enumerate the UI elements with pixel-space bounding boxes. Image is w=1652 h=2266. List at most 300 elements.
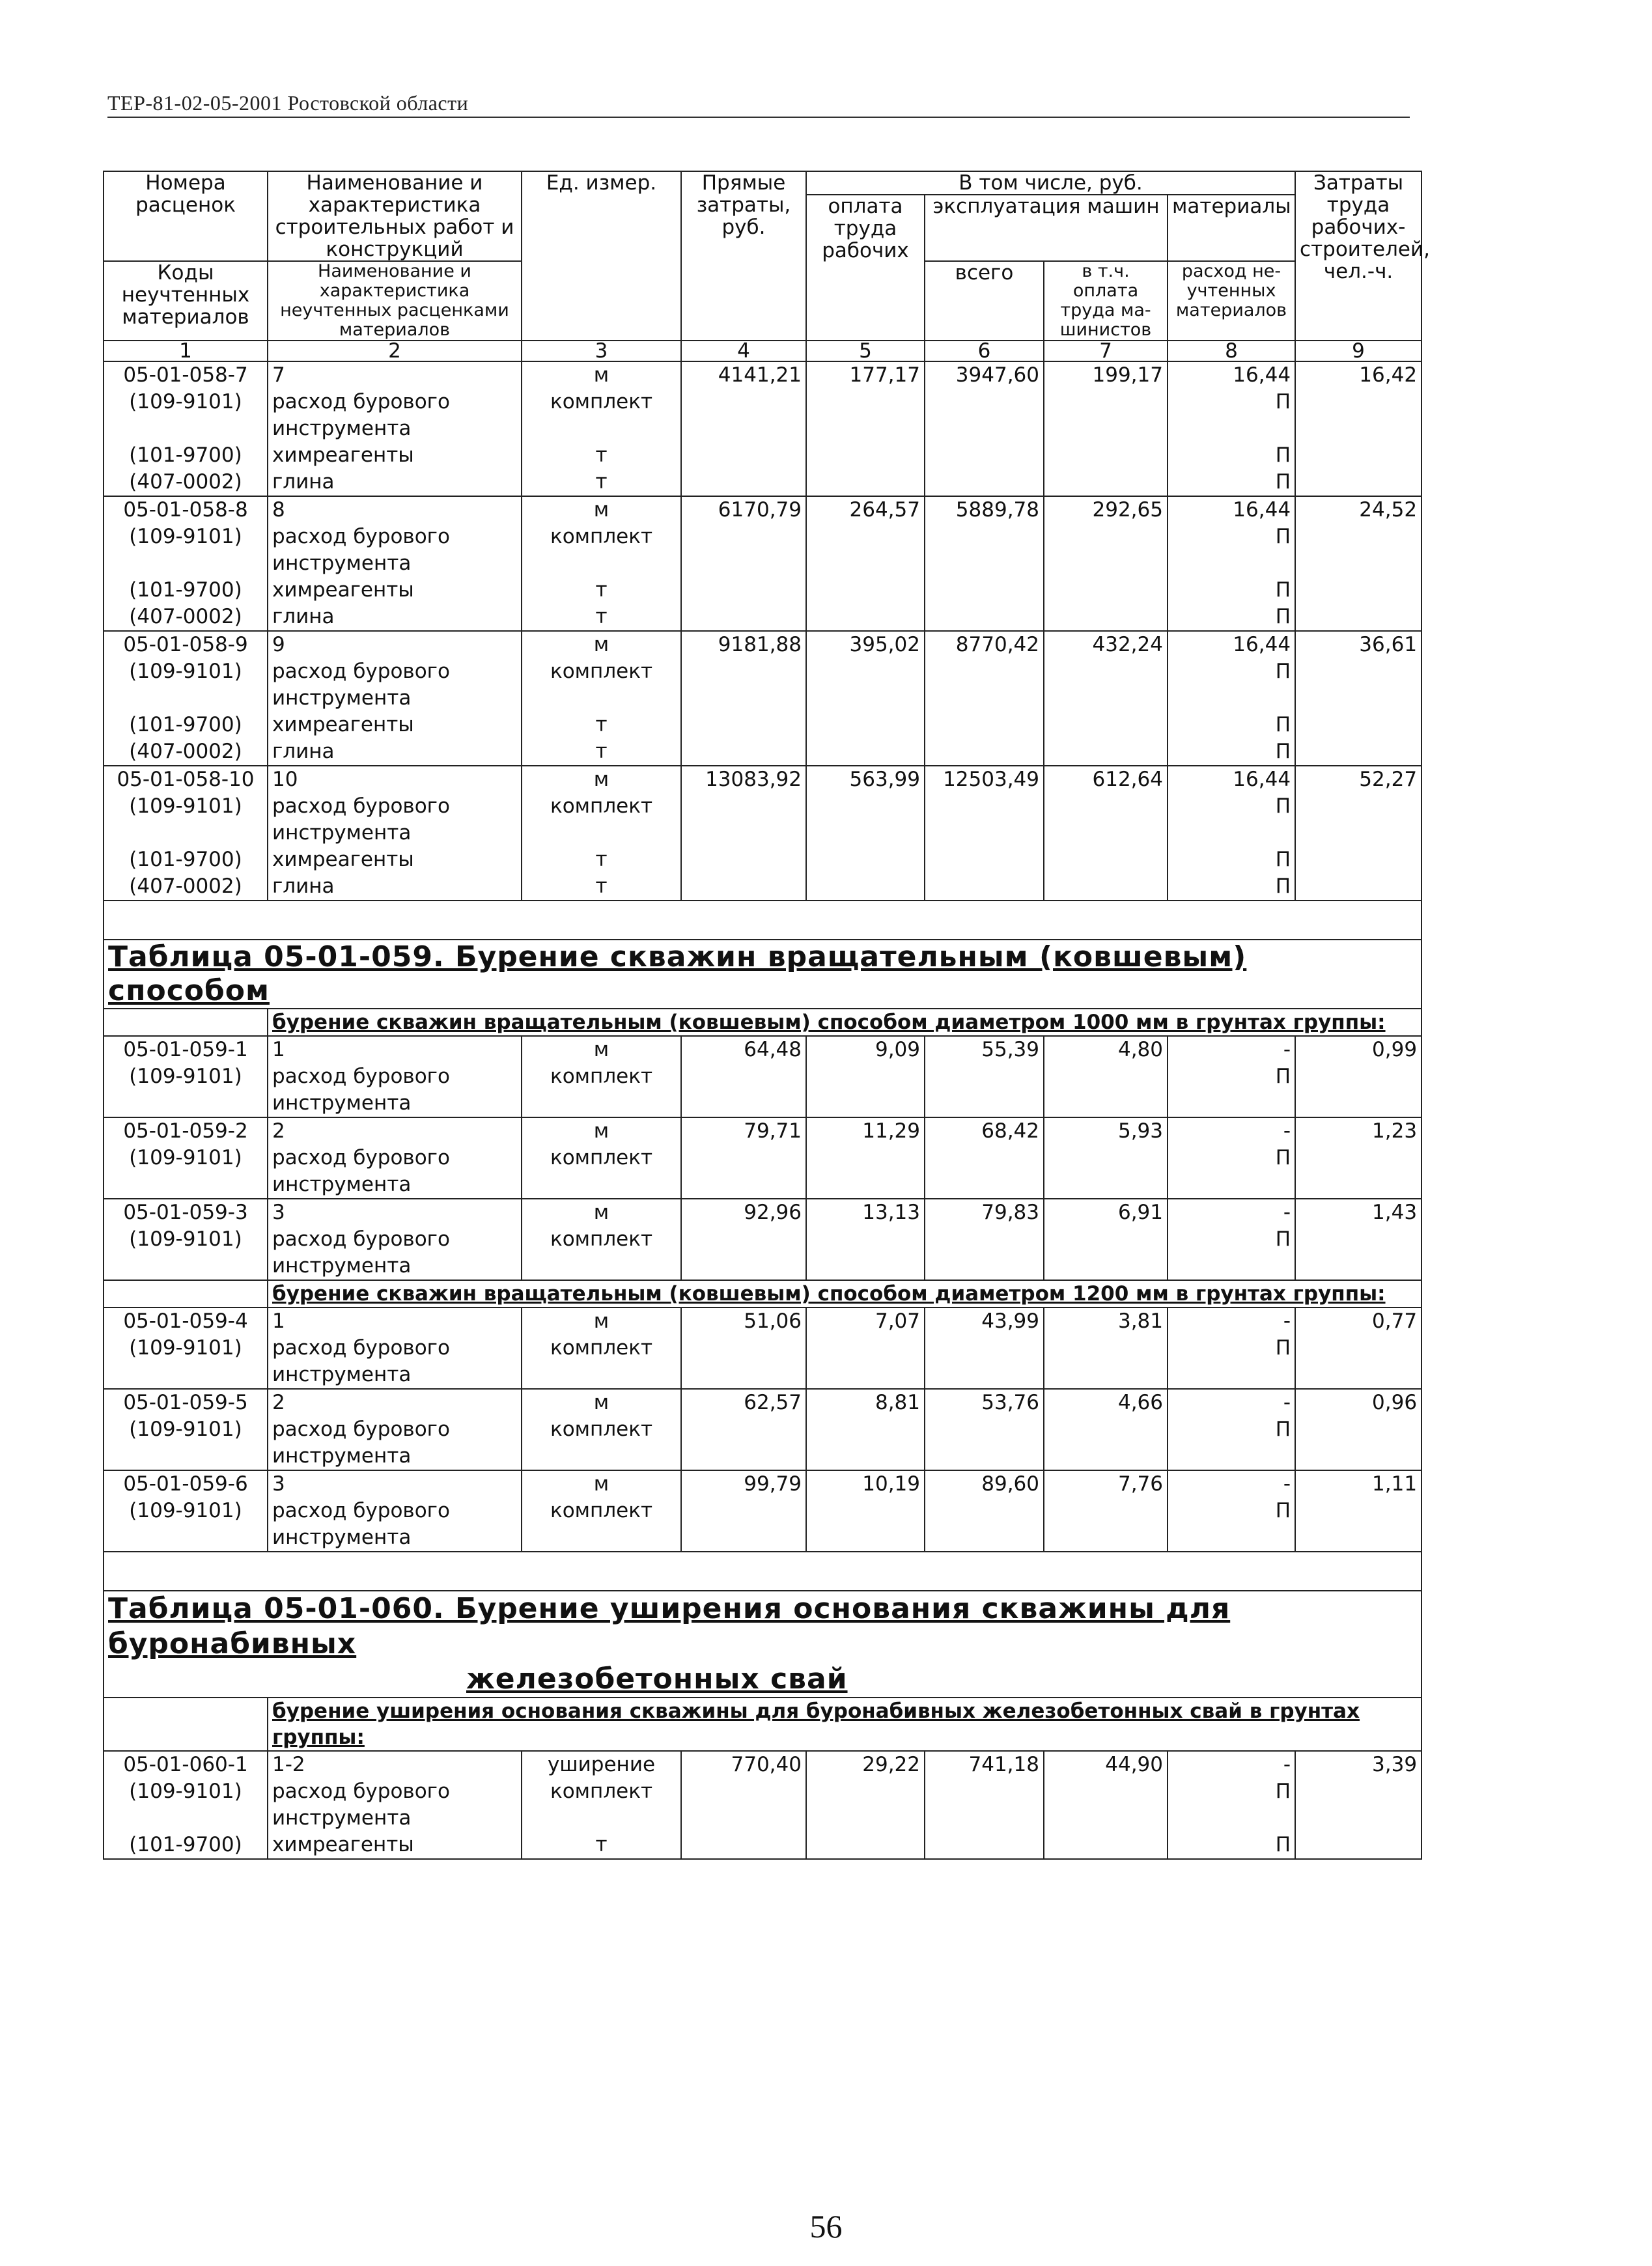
machine-labor-value: 3,81	[1044, 1308, 1168, 1335]
empty-cell	[925, 469, 1044, 496]
empty-cell	[1044, 1832, 1168, 1859]
rate-unit: м	[522, 1308, 681, 1335]
machine-labor-value: 292,65	[1044, 496, 1168, 524]
header-direct-costs: Прямые затраты, руб.	[681, 171, 806, 341]
labor-pay-value: 7,07	[806, 1308, 925, 1335]
empty-cell	[681, 1335, 806, 1389]
empty-cell	[806, 442, 925, 469]
material-unit: т	[522, 469, 681, 496]
empty-cell	[1295, 442, 1421, 469]
labor-hours-value: 0,96	[1295, 1389, 1421, 1416]
material-unit: комплект	[522, 524, 681, 577]
empty-cell	[1295, 1498, 1421, 1552]
direct-costs-value: 13083,92	[681, 766, 806, 793]
empty-cell	[1044, 658, 1168, 712]
material-code: (109-9101)	[104, 1416, 268, 1470]
material-unit: комплект	[522, 1416, 681, 1470]
rate-name: 3	[268, 1470, 522, 1498]
table-spacer	[104, 1552, 1421, 1591]
empty-cell	[681, 873, 806, 901]
empty-cell	[681, 793, 806, 846]
material-name: расход бурового инструмента	[268, 1063, 522, 1117]
materials-value: -	[1168, 1751, 1295, 1778]
rate-name: 2	[268, 1117, 522, 1145]
empty-cell	[104, 1552, 1421, 1591]
material-row	[104, 1335, 1421, 1389]
material-unit: комплект	[522, 389, 681, 442]
running-header: ТЕР-81-02-05-2001 Ростовской области	[107, 91, 1410, 118]
rate-unit: м	[522, 1036, 681, 1063]
header-unaccounted-names: Наименование и характеристика неучтенных расценками материалов	[268, 261, 522, 341]
material-code: (101-9700)	[104, 846, 268, 873]
machine-total-value: 79,83	[925, 1199, 1044, 1226]
direct-costs-value: 9181,88	[681, 631, 806, 658]
material-row	[104, 577, 1421, 604]
rate-code: 05-01-058-9	[104, 631, 268, 658]
empty-cell	[1044, 389, 1168, 442]
empty-cell	[104, 1009, 268, 1036]
material-code: (109-9101)	[104, 389, 268, 442]
material-flag: П	[1168, 1226, 1295, 1280]
empty-cell	[1044, 1063, 1168, 1117]
material-code: (109-9101)	[104, 1226, 268, 1280]
material-flag: П	[1168, 738, 1295, 766]
column-number: 4	[681, 341, 806, 361]
empty-cell	[925, 1832, 1044, 1859]
empty-cell	[925, 1335, 1044, 1389]
material-flag: П	[1168, 1416, 1295, 1470]
rate-unit: м	[522, 1470, 681, 1498]
group-description: бурение скважин вращательным (ковшевым) способом диаметром 1000 мм в грунтах группы:	[268, 1009, 1421, 1036]
column-number: 7	[1044, 341, 1168, 361]
material-code: (407-0002)	[104, 738, 268, 766]
material-flag: П	[1168, 846, 1295, 873]
material-unit: комплект	[522, 1498, 681, 1552]
material-flag: П	[1168, 442, 1295, 469]
empty-cell	[1295, 604, 1421, 631]
rate-code: 05-01-059-4	[104, 1308, 268, 1335]
rate-code: 05-01-060-1	[104, 1751, 268, 1778]
material-name: расход бурового инструмента	[268, 1145, 522, 1199]
empty-cell	[1295, 1832, 1421, 1859]
empty-cell	[681, 658, 806, 712]
table-title	[104, 940, 1421, 1009]
rate-name: 1	[268, 1308, 522, 1335]
labor-hours-value: 16,42	[1295, 361, 1421, 389]
material-code: (407-0002)	[104, 873, 268, 901]
table-title-text: железобетонных свай	[466, 1662, 848, 1696]
material-flag: П	[1168, 469, 1295, 496]
materials-value: -	[1168, 1199, 1295, 1226]
empty-cell	[925, 1226, 1044, 1280]
header-labor-costs: Затраты труда рабочих-строителей, чел.-ч.	[1295, 171, 1421, 341]
material-unit: т	[522, 1832, 681, 1859]
material-code: (109-9101)	[104, 1778, 268, 1832]
table-title-text: Таблица 05-01-059. Бурение скважин вращательным (ковшевым) способом	[108, 940, 1247, 1007]
material-name: химреагенты	[268, 712, 522, 738]
machine-labor-value: 4,66	[1044, 1389, 1168, 1416]
material-unit: комплект	[522, 793, 681, 846]
material-unit: т	[522, 846, 681, 873]
rate-row	[104, 631, 1421, 658]
rate-unit: м	[522, 631, 681, 658]
empty-cell	[925, 1498, 1044, 1552]
rate-row	[104, 766, 1421, 793]
material-name: химреагенты	[268, 846, 522, 873]
rate-row	[104, 1389, 1421, 1416]
table-title-row	[104, 1591, 1421, 1662]
machine-labor-value: 7,76	[1044, 1470, 1168, 1498]
group-row	[104, 1698, 1421, 1751]
header-machine-total: всего	[925, 261, 1044, 341]
machine-total-value: 741,18	[925, 1751, 1044, 1778]
material-unit: т	[522, 738, 681, 766]
machine-total-value: 43,99	[925, 1308, 1044, 1335]
page-number: 56	[809, 2208, 843, 2245]
empty-cell	[806, 793, 925, 846]
material-unit: т	[522, 604, 681, 631]
empty-cell	[1295, 524, 1421, 577]
table-title-row	[104, 1662, 1421, 1698]
direct-costs-value: 92,96	[681, 1199, 806, 1226]
empty-cell	[1044, 604, 1168, 631]
empty-cell	[1295, 873, 1421, 901]
empty-cell	[925, 1778, 1044, 1832]
rate-unit: м	[522, 766, 681, 793]
empty-cell	[1295, 793, 1421, 846]
rate-unit: м	[522, 496, 681, 524]
column-number: 8	[1168, 341, 1295, 361]
rate-name: 2	[268, 1389, 522, 1416]
column-number: 5	[806, 341, 925, 361]
direct-costs-value: 62,57	[681, 1389, 806, 1416]
rate-code: 05-01-058-7	[104, 361, 268, 389]
material-name: расход бурового инструмента	[268, 524, 522, 577]
rate-unit: м	[522, 361, 681, 389]
labor-hours-value: 36,61	[1295, 631, 1421, 658]
material-name: расход бурового инструмента	[268, 1416, 522, 1470]
material-unit: комплект	[522, 1335, 681, 1389]
material-row	[104, 389, 1421, 442]
header-machine-labor: в т.ч. оплата труда ма-шинистов	[1044, 261, 1168, 341]
material-unit: т	[522, 873, 681, 901]
table-title	[104, 1662, 1421, 1698]
empty-cell	[806, 469, 925, 496]
labor-hours-value: 0,99	[1295, 1036, 1421, 1063]
machine-total-value: 53,76	[925, 1389, 1044, 1416]
empty-cell	[1044, 1335, 1168, 1389]
material-row	[104, 1498, 1421, 1552]
material-row	[104, 524, 1421, 577]
column-number: 3	[522, 341, 681, 361]
rate-unit: м	[522, 1199, 681, 1226]
empty-cell	[806, 738, 925, 766]
material-name: расход бурового инструмента	[268, 1498, 522, 1552]
header-materials: материалы	[1168, 195, 1295, 261]
empty-cell	[806, 604, 925, 631]
material-flag: П	[1168, 577, 1295, 604]
material-flag: П	[1168, 793, 1295, 846]
machine-total-value: 12503,49	[925, 766, 1044, 793]
group-row	[104, 1009, 1421, 1036]
materials-value: 16,44	[1168, 631, 1295, 658]
materials-value: 16,44	[1168, 766, 1295, 793]
group-row	[104, 1280, 1421, 1308]
material-flag: П	[1168, 1335, 1295, 1389]
machine-labor-value: 5,93	[1044, 1117, 1168, 1145]
rate-name: 8	[268, 496, 522, 524]
rate-name: 9	[268, 631, 522, 658]
empty-cell	[1044, 738, 1168, 766]
material-flag: П	[1168, 712, 1295, 738]
empty-cell	[1295, 1145, 1421, 1199]
rate-unit: уширение	[522, 1751, 681, 1778]
materials-value: -	[1168, 1308, 1295, 1335]
material-unit: комплект	[522, 1226, 681, 1280]
material-name: расход бурового инструмента	[268, 1226, 522, 1280]
material-code: (407-0002)	[104, 469, 268, 496]
empty-cell	[681, 1226, 806, 1280]
empty-cell	[681, 712, 806, 738]
empty-cell	[1044, 873, 1168, 901]
machine-total-value: 3947,60	[925, 361, 1044, 389]
rate-row	[104, 1199, 1421, 1226]
material-name: глина	[268, 873, 522, 901]
empty-cell	[1295, 1778, 1421, 1832]
material-flag: П	[1168, 389, 1295, 442]
rate-row	[104, 1308, 1421, 1335]
table-title-text: Таблица 05-01-060. Бурение уширения основания скважины для буронабивных	[108, 1592, 1231, 1660]
material-code: (109-9101)	[104, 658, 268, 712]
rate-name: 7	[268, 361, 522, 389]
material-unit: комплект	[522, 1778, 681, 1832]
empty-cell	[1295, 846, 1421, 873]
material-code: (109-9101)	[104, 1335, 268, 1389]
table-spacer	[104, 901, 1421, 940]
empty-cell	[1044, 1778, 1168, 1832]
empty-cell	[1044, 1145, 1168, 1199]
column-number: 6	[925, 341, 1044, 361]
header-work-name: Наименование и характеристика строительных работ и конструкций	[268, 171, 522, 261]
rate-row	[104, 1117, 1421, 1145]
empty-cell	[681, 1498, 806, 1552]
empty-cell	[104, 1698, 268, 1751]
empty-cell	[681, 389, 806, 442]
material-code: (101-9700)	[104, 1832, 268, 1859]
material-row	[104, 738, 1421, 766]
machine-labor-value: 44,90	[1044, 1751, 1168, 1778]
empty-cell	[1044, 712, 1168, 738]
material-row	[104, 846, 1421, 873]
material-name: химреагенты	[268, 442, 522, 469]
rate-code: 05-01-058-8	[104, 496, 268, 524]
materials-value: -	[1168, 1470, 1295, 1498]
empty-cell	[1044, 846, 1168, 873]
empty-cell	[681, 577, 806, 604]
empty-cell	[1295, 1226, 1421, 1280]
rate-row	[104, 1470, 1421, 1498]
empty-cell	[806, 524, 925, 577]
empty-cell	[925, 658, 1044, 712]
machine-labor-value: 6,91	[1044, 1199, 1168, 1226]
material-row	[104, 1416, 1421, 1470]
direct-costs-value: 79,71	[681, 1117, 806, 1145]
material-unit: комплект	[522, 1063, 681, 1117]
rate-name: 10	[268, 766, 522, 793]
empty-cell	[925, 738, 1044, 766]
labor-pay-value: 563,99	[806, 766, 925, 793]
empty-cell	[1295, 1335, 1421, 1389]
material-flag: П	[1168, 524, 1295, 577]
empty-cell	[1044, 442, 1168, 469]
labor-hours-value: 1,43	[1295, 1199, 1421, 1226]
empty-cell	[806, 873, 925, 901]
empty-cell	[806, 1416, 925, 1470]
material-code: (109-9101)	[104, 1145, 268, 1199]
empty-cell	[925, 873, 1044, 901]
header-including: В том числе, руб.	[806, 171, 1295, 195]
empty-cell	[806, 577, 925, 604]
direct-costs-value: 99,79	[681, 1470, 806, 1498]
table-title	[104, 1591, 1421, 1662]
group-description: бурение скважин вращательным (ковшевым) способом диаметром 1200 мм в грунтах группы:	[268, 1280, 1421, 1308]
labor-pay-value: 395,02	[806, 631, 925, 658]
labor-pay-value: 8,81	[806, 1389, 925, 1416]
labor-hours-value: 1,11	[1295, 1470, 1421, 1498]
material-name: расход бурового инструмента	[268, 1335, 522, 1389]
machine-total-value: 89,60	[925, 1470, 1044, 1498]
material-name: глина	[268, 469, 522, 496]
empty-cell	[1295, 1416, 1421, 1470]
empty-cell	[681, 442, 806, 469]
labor-pay-value: 13,13	[806, 1199, 925, 1226]
labor-hours-value: 3,39	[1295, 1751, 1421, 1778]
rate-code: 05-01-059-2	[104, 1117, 268, 1145]
header-unaccounted-codes: Коды неучтенных материалов	[104, 261, 268, 341]
machine-total-value: 5889,78	[925, 496, 1044, 524]
material-row	[104, 1145, 1421, 1199]
direct-costs-value: 64,48	[681, 1036, 806, 1063]
empty-cell	[681, 524, 806, 577]
empty-cell	[925, 793, 1044, 846]
material-row	[104, 1226, 1421, 1280]
labor-pay-value: 264,57	[806, 496, 925, 524]
empty-cell	[1044, 1416, 1168, 1470]
materials-value: 16,44	[1168, 361, 1295, 389]
table-title-row	[104, 940, 1421, 1009]
materials-value: -	[1168, 1036, 1295, 1063]
machine-labor-value: 612,64	[1044, 766, 1168, 793]
material-code: (109-9101)	[104, 793, 268, 846]
material-code: (101-9700)	[104, 712, 268, 738]
empty-cell	[1295, 577, 1421, 604]
machine-total-value: 68,42	[925, 1117, 1044, 1145]
material-row	[104, 604, 1421, 631]
column-number: 9	[1295, 341, 1421, 361]
material-flag: П	[1168, 1063, 1295, 1117]
labor-pay-value: 29,22	[806, 1751, 925, 1778]
material-unit: т	[522, 577, 681, 604]
empty-cell	[1295, 469, 1421, 496]
material-code: (109-9101)	[104, 524, 268, 577]
material-unit: т	[522, 712, 681, 738]
material-row	[104, 469, 1421, 496]
direct-costs-value: 51,06	[681, 1308, 806, 1335]
rate-code: 05-01-059-1	[104, 1036, 268, 1063]
empty-cell	[1044, 469, 1168, 496]
material-code: (101-9700)	[104, 442, 268, 469]
empty-cell	[925, 1416, 1044, 1470]
material-name: химреагенты	[268, 577, 522, 604]
material-row	[104, 1832, 1421, 1859]
material-name: глина	[268, 604, 522, 631]
rate-code: 05-01-058-10	[104, 766, 268, 793]
material-name: расход бурового инструмента	[268, 389, 522, 442]
empty-cell	[1044, 1226, 1168, 1280]
material-flag: П	[1168, 1778, 1295, 1832]
rate-name: 1	[268, 1036, 522, 1063]
empty-cell	[806, 712, 925, 738]
material-code: (109-9101)	[104, 1498, 268, 1552]
empty-cell	[806, 1226, 925, 1280]
rate-unit: м	[522, 1117, 681, 1145]
material-name: химреагенты	[268, 1832, 522, 1859]
empty-cell	[806, 389, 925, 442]
column-number: 2	[268, 341, 522, 361]
rate-row	[104, 1036, 1421, 1063]
empty-cell	[681, 1416, 806, 1470]
machine-labor-value: 432,24	[1044, 631, 1168, 658]
material-name: глина	[268, 738, 522, 766]
empty-cell	[1295, 658, 1421, 712]
machine-total-value: 55,39	[925, 1036, 1044, 1063]
material-flag: П	[1168, 1145, 1295, 1199]
group-description: бурение уширения основания скважины для буронабивных железобетонных свай в грунтах группы:	[268, 1698, 1421, 1751]
material-flag: П	[1168, 658, 1295, 712]
header-machine-ops: эксплуатация машин	[925, 195, 1168, 261]
empty-cell	[806, 1498, 925, 1552]
empty-cell	[925, 389, 1044, 442]
material-flag: П	[1168, 604, 1295, 631]
material-row	[104, 873, 1421, 901]
labor-hours-value: 52,27	[1295, 766, 1421, 793]
empty-cell	[681, 846, 806, 873]
empty-cell	[925, 1063, 1044, 1117]
empty-cell	[681, 1832, 806, 1859]
rate-row	[104, 1751, 1421, 1778]
material-code: (101-9700)	[104, 577, 268, 604]
empty-cell	[681, 1778, 806, 1832]
empty-cell	[104, 1280, 268, 1308]
empty-cell	[925, 524, 1044, 577]
rate-name: 1-2	[268, 1751, 522, 1778]
empty-cell	[1044, 577, 1168, 604]
materials-value: -	[1168, 1117, 1295, 1145]
empty-cell	[1295, 1063, 1421, 1117]
machine-labor-value: 199,17	[1044, 361, 1168, 389]
empty-cell	[806, 1778, 925, 1832]
header-unaccounted-materials: расход не-учтенных материалов	[1168, 261, 1295, 341]
empty-cell	[681, 1145, 806, 1199]
header-labor-pay: оплата труда рабочих	[806, 195, 925, 341]
material-flag: П	[1168, 873, 1295, 901]
material-row	[104, 442, 1421, 469]
direct-costs-value: 6170,79	[681, 496, 806, 524]
direct-costs-value: 770,40	[681, 1751, 806, 1778]
empty-cell	[806, 1335, 925, 1389]
material-row	[104, 1778, 1421, 1832]
material-row	[104, 658, 1421, 712]
